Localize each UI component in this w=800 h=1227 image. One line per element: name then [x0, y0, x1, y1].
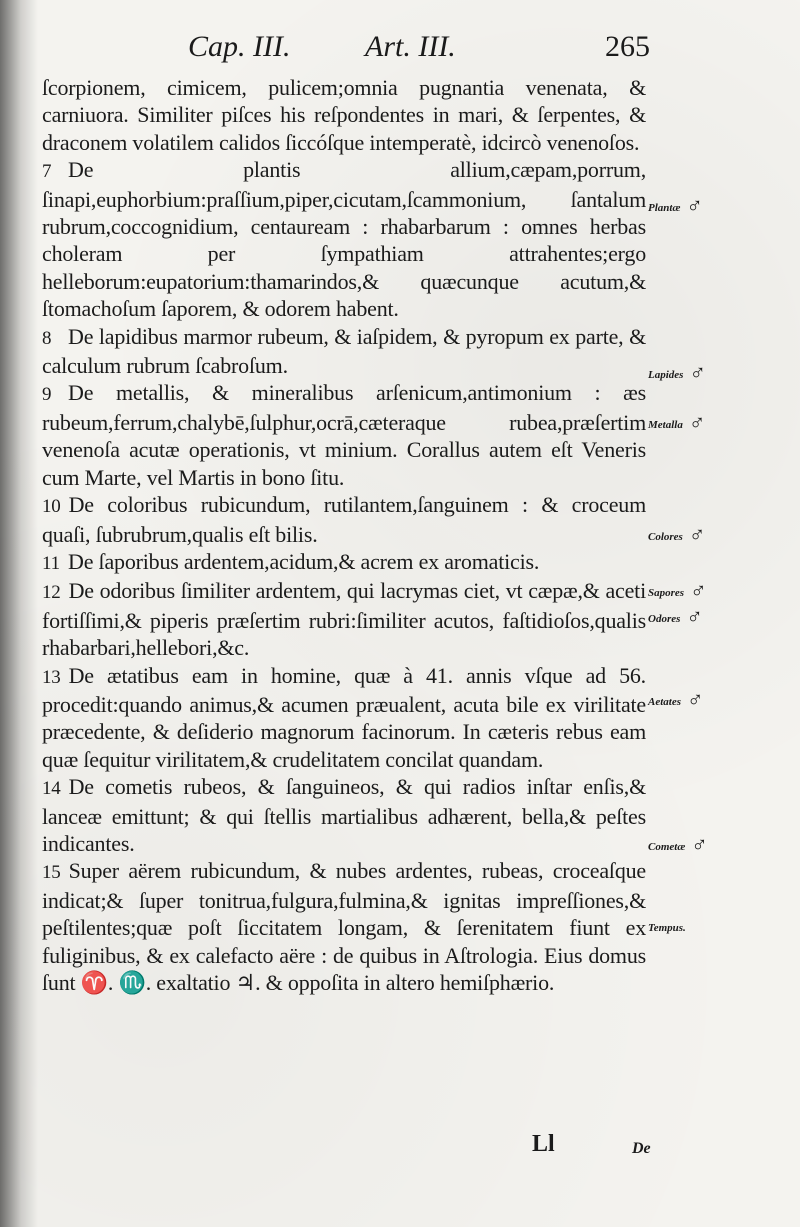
margin-note-metalla	[648, 410, 705, 436]
margin-note-lapides	[648, 360, 706, 386]
paragraph-number: 10	[42, 496, 61, 518]
paragraph-text: De odoribus ſimiliter ardentem, qui lacrymas ciet, vt cæpæ,& aceti fortiſſimi,& piperis præſertim rubri:ſimiliter acutos, faſtidioſos,qualis rhabarbari,hellebori,&c.	[42, 578, 646, 661]
paragraph-number: 14	[42, 778, 61, 800]
paragraph-8	[42, 323, 646, 380]
paragraph-10	[42, 491, 646, 548]
signature-mark: Ll	[532, 1131, 555, 1157]
paragraph-number: 11	[42, 552, 60, 574]
paragraph-text: De coloribus rubicundum, rutilantem,ſanguinem : & croceum quaſi, ſubrubrum,qualis eſt bilis.	[42, 492, 646, 547]
mars-symbol: ♂	[688, 522, 706, 547]
catchword: De	[632, 1140, 651, 1157]
paragraph-text: De metallis, & mineralibus arſenicum,antimonium : æs rubeum,ferrum,chalybē,ſulphur,ocrā,cæteraque rubea,præſertim venenoſa acutæ operationis, vt minium. Corallus autem eſt Veneris cum Marte, vel Martis in bono ſitu.	[42, 380, 646, 490]
paragraph-number: 8	[42, 327, 52, 349]
margin-note-label: Tempus.	[648, 922, 686, 934]
paragraph-text: De ſaporibus ardentem,acidum,& acrem ex aromaticis.	[68, 548, 540, 574]
paragraph-number: 9	[42, 384, 52, 406]
paragraph-7	[42, 156, 646, 322]
margin-note-label: Cometæ	[648, 841, 686, 853]
margin-note-label: Colores	[648, 531, 683, 543]
paragraph-text: ſcorpionem, cimicem, pulicem;omnia pugnantia venenata, & carniuora. Similiter piſces his reſpondentes in mari, & ſerpentes, & draconem volatilem calidos ſiccóſque intemperatè, idcircò venenoſos.	[42, 75, 646, 155]
margin-note-label: Odores	[648, 613, 681, 625]
margin-note-plantae	[648, 193, 703, 219]
margin-note-label: Sapores	[648, 587, 685, 599]
paragraph-14	[42, 773, 646, 857]
margin-note-tempus	[648, 913, 692, 939]
mars-symbol: ♂	[690, 578, 707, 603]
paragraph-text: Super aërem rubicundum, & nubes ardentes, rubeas, croceaſque indicat;& ſuper tonitrua,fulgura,fulmina,& ignitas impreſſiones,& peſtilentes;quæ poſt ſiccitatem longam, & ſerenitatem fiunt ex fuliginibus, & ex calefacto aëre : de quibus in Aſtrologia. Eius domus ſunt ♈. ♏. exaltatio ♃. & oppoſita in altero hemiſphærio.	[42, 858, 646, 995]
paragraph-9	[42, 379, 646, 491]
paragraph-text: De plantis allium,cæpam,porrum, ſinapi,euphorbium:praſſium,piper,cicutam,ſcammonium, ſantalum rubrum,coccognidium, centauream : rhabarbarum : omnes herbas choleram per ſympathiam attrahentes;ergo helleborum:eupatorium:thamarindos,& quæcunque acutum,& ſtomachoſum ſaporem, & odorem habent.	[42, 157, 646, 322]
mars-symbol: ♂	[689, 360, 706, 385]
paragraph-11	[42, 548, 646, 577]
margin-note-label: Lapides	[648, 369, 684, 381]
paragraph-number: 7	[42, 161, 52, 183]
margin-note-label: Plantæ	[648, 202, 681, 214]
paragraph-number: 15	[42, 862, 61, 884]
mars-symbol: ♂	[686, 193, 703, 218]
paragraph-number: 13	[42, 666, 61, 688]
chapter-heading: Cap. III.	[188, 30, 291, 63]
margin-note-sapores	[648, 578, 707, 604]
main-text	[42, 74, 646, 996]
mars-symbol: ♂	[691, 832, 708, 857]
page-number: 265	[605, 30, 650, 63]
margin-notes	[648, 0, 798, 1227]
margin-note-aetates	[648, 687, 704, 713]
article-heading: Art. III.	[365, 30, 456, 63]
paragraph-text: De cometis rubeos, & ſanguineos, & qui radios inſtar enſis,& lanceæ emittunt; & qui ſtellis martialibus adhærent, bella,& peſtes indicantes.	[42, 774, 646, 856]
margin-note-cometae	[648, 832, 708, 858]
mars-symbol: ♂	[686, 604, 703, 629]
paragraph-13	[42, 662, 646, 774]
margin-note-odores	[648, 604, 703, 630]
paragraph-12	[42, 577, 646, 661]
running-header	[180, 18, 650, 66]
binding-shadow	[0, 0, 38, 1227]
margin-note-label: Metalla	[648, 419, 683, 431]
margin-note-label: Aetates	[648, 696, 681, 708]
mars-symbol: ♂	[687, 687, 704, 712]
paragraph-number: 12	[42, 582, 61, 604]
paragraph-continuation	[42, 74, 646, 156]
paragraph-15	[42, 857, 646, 996]
mars-symbol: ♂	[688, 410, 706, 435]
margin-note-colores	[648, 522, 705, 548]
paragraph-text: De ætatibus eam in homine, quæ à 41. annis vſque ad 56. procedit:quando animus,& acumen præualent, acuta bile ex virilitate præcedente, & deſiderio magnorum facinorum. In cæteris rebus eam quæ ſequitur virilitatem,& crudelitatem concilat quandam.	[42, 662, 646, 772]
paragraph-text: De lapidibus marmor rubeum, & iaſpidem, & pyropum ex parte, & calculum rubrum ſcabroſum.	[42, 323, 646, 379]
